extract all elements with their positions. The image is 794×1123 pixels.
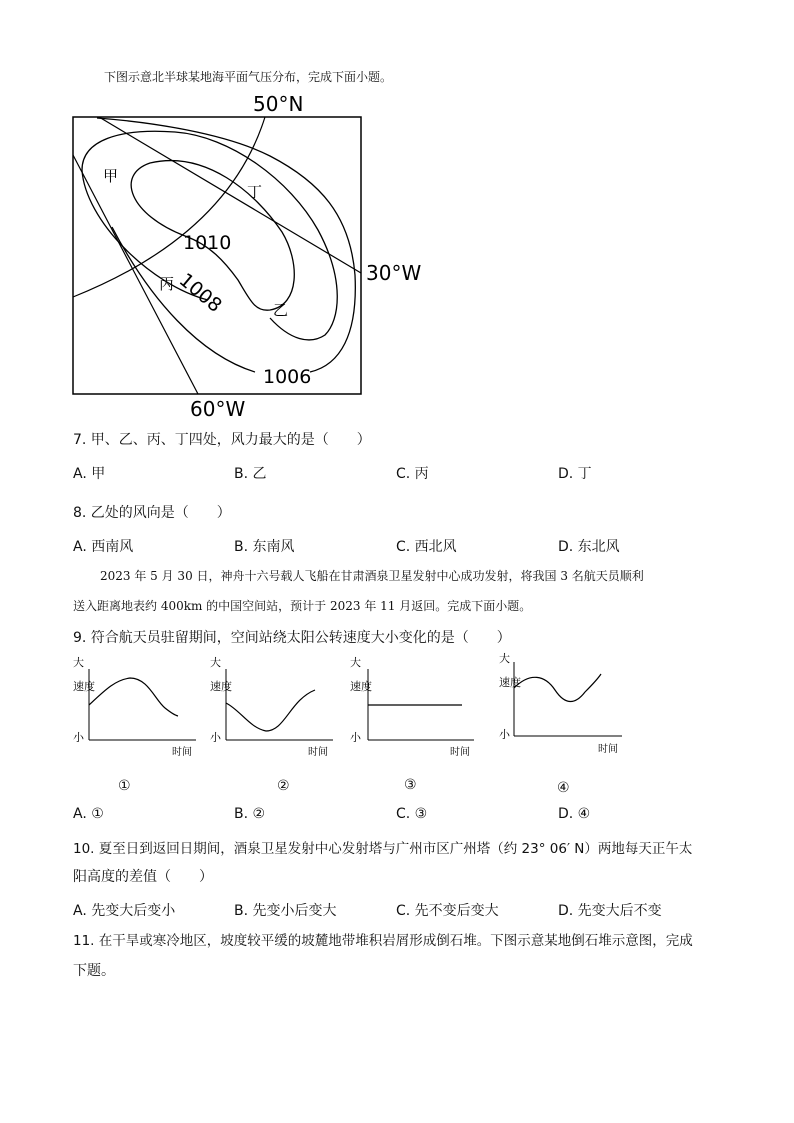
- question-9-stem: 9. 符合航天员驻留期间，空间站绕太阳公转速度大小变化的是（ ）: [73, 630, 511, 646]
- graph-label-3: ③: [404, 777, 417, 793]
- q10-option-a[interactable]: A. 先变大后变小: [73, 903, 176, 919]
- graph-4-speed: 速度: [499, 676, 521, 689]
- graph-4-small: 小: [499, 728, 510, 741]
- graph-3-small: 小: [350, 731, 361, 744]
- q9-option-b[interactable]: B. ②: [234, 806, 266, 822]
- graph-1-speed: 速度: [73, 680, 95, 693]
- lon30-label: 30°W: [366, 261, 422, 285]
- graph-2-speed: 速度: [210, 680, 232, 693]
- lon60-label: 60°W: [190, 397, 246, 421]
- question-10-line1: 10. 夏至日到返回日期间，酒泉卫星发射中心发射塔与广州市区广州塔（约 23° 06′ N）两地每天正午太: [73, 841, 693, 857]
- isobar-label-1010: 1010: [183, 232, 232, 254]
- graph-2-time: 时间: [308, 747, 328, 758]
- intro-text-2-line1: 2023 年 5 月 30 日，神舟十六号载人飞船在甘肃酒泉卫星发射中心成功发射，将我国 3 名航天员顺利: [100, 569, 644, 583]
- q8-option-c[interactable]: C. 西北风: [396, 539, 457, 555]
- isobar-label-1006: 1006: [263, 366, 312, 388]
- q9-option-a[interactable]: A. ①: [73, 806, 104, 822]
- graph-1-small: 小: [73, 731, 84, 744]
- point-jia: 甲: [103, 167, 119, 185]
- graph-3-speed: 速度: [350, 680, 372, 693]
- graph-label-1: ①: [118, 778, 131, 794]
- graph-1-time: 时间: [172, 747, 192, 758]
- graph-2-big: 大: [210, 656, 221, 669]
- graph-3-time: 时间: [450, 747, 470, 758]
- graph-3: [345, 652, 475, 762]
- q7-option-a[interactable]: A. 甲: [73, 466, 106, 482]
- q10-option-c[interactable]: C. 先不变后变大: [396, 903, 499, 919]
- graph-4-big: 大: [499, 652, 510, 665]
- question-10-line2: 阳高度的差值（ ）: [73, 869, 213, 885]
- lat-label: 50°N: [253, 92, 304, 116]
- graph-label-4: ④: [557, 780, 570, 796]
- q10-option-b[interactable]: B. 先变小后变大: [234, 903, 337, 919]
- q7-option-d[interactable]: D. 丁: [558, 466, 592, 482]
- latitude-line-50n: [73, 117, 265, 297]
- pressure-map: [60, 90, 430, 425]
- q8-option-a[interactable]: A. 西南风: [73, 539, 134, 555]
- graph-2-small: 小: [210, 731, 221, 744]
- graph-1: [70, 652, 200, 762]
- point-yi: 乙: [273, 301, 289, 319]
- question-11-line1: 11. 在干旱或寒冷地区，坡度较平缓的坡麓地带堆积岩屑形成倒石堆。下图示意某地倒石堆示意图，完成: [73, 933, 693, 949]
- graph-4-time: 时间: [598, 744, 618, 755]
- q10-option-d[interactable]: D. 先变大后不变: [558, 903, 662, 919]
- graph-2: [205, 652, 335, 762]
- point-ding: 丁: [247, 183, 263, 201]
- q8-option-d[interactable]: D. 东北风: [558, 539, 620, 555]
- graph-1-big: 大: [73, 656, 84, 669]
- q7-option-c[interactable]: C. 丙: [396, 466, 429, 482]
- point-bing: 丙: [159, 275, 175, 293]
- q7-option-b[interactable]: B. 乙: [234, 466, 267, 482]
- intro-text-2-line2: 送入距离地表约 400km 的中国空间站，预计于 2023 年 11 月返回。完成下面小题。: [73, 599, 532, 613]
- isobar-label-1008: 1008: [174, 268, 226, 317]
- intro-text-1: 下图示意北半球某地海平面气压分布，完成下面小题。: [104, 70, 393, 84]
- graph-label-2: ②: [277, 778, 290, 794]
- q9-option-d[interactable]: D. ④: [558, 806, 591, 822]
- question-11-line2: 下题。: [73, 963, 115, 979]
- graph-3-big: 大: [350, 656, 361, 669]
- question-8-stem: 8. 乙处的风向是（ ）: [73, 505, 231, 521]
- q9-option-c[interactable]: C. ③: [396, 806, 428, 822]
- graph-4: [494, 648, 629, 758]
- question-7-stem: 7. 甲、乙、丙、丁四处，风力最大的是（ ）: [73, 432, 371, 448]
- q8-option-b[interactable]: B. 东南风: [234, 539, 295, 555]
- longitude-line-60w: [73, 155, 198, 394]
